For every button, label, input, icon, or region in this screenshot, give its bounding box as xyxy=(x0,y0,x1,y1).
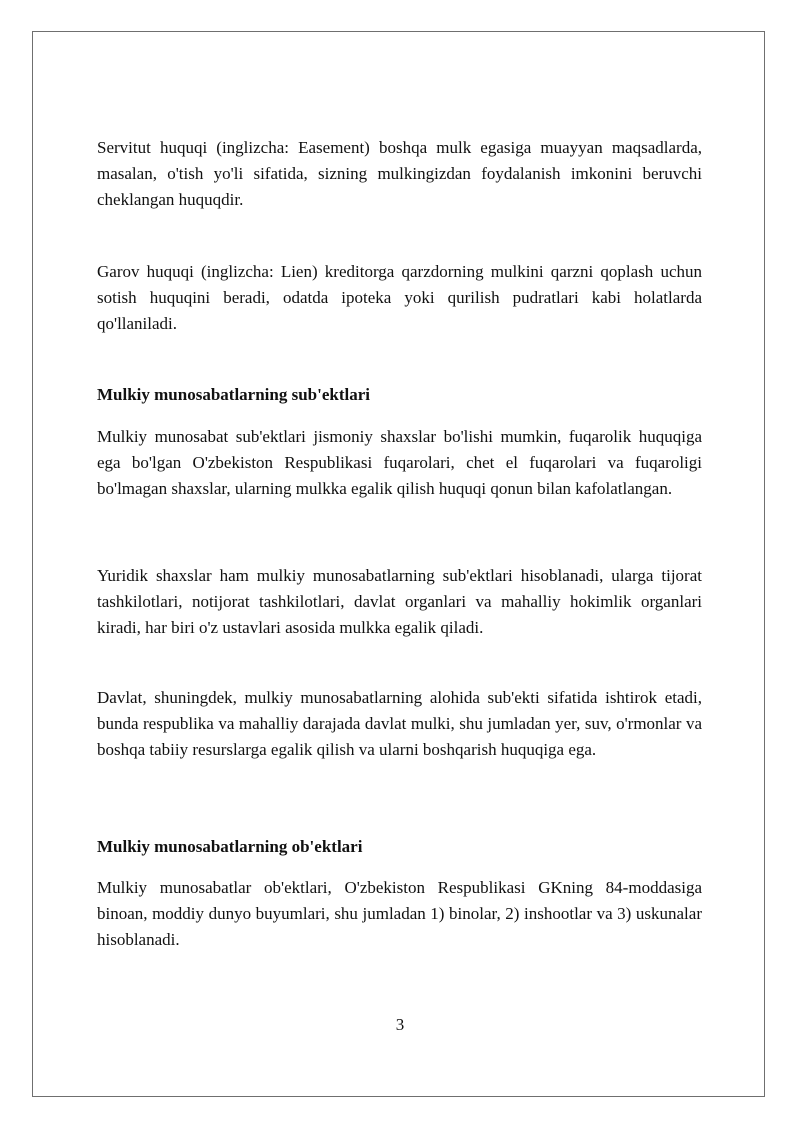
paragraph-garov: Garov huquqi (inglizcha: Lien) kreditorga qarzdorning mulkini qarzni qoplash uchun sotish huquqini beradi, odatda ipoteka yoki qurilish pudratlari kabi holatlarda qo'llaniladi. xyxy=(97,262,702,333)
paragraph-servitut: Servitut huquqi (inglizcha: Easement) boshqa mulk egasiga muayyan maqsadlarda, masalan, o'tish yo'li sifatida, sizning mulkingizdan foydalanish imkonini beruvchi cheklangan huquqdir. xyxy=(97,138,702,209)
page-number: 3 xyxy=(395,1015,405,1034)
paragraph-state: Davlat, shuningdek, mulkiy munosabatlarning alohida sub'ekti sifatida ishtirok etadi, bunda respublika va mahalliy darajada davlat mulki, shu jumladan yer, suv, o'rmonlar va boshqa tabiiy resurslarga egalik qilish va ularni boshqarish huquqiga ega. xyxy=(97,688,702,759)
paragraph-objects: Mulkiy munosabatlar ob'ektlari, O'zbekiston Respublikasi GKning 84-moddasiga binoan, moddiy dunyo buyumlari, shu jumladan 1) binolar, 2) inshootlar va 3) uskunalar hisoblanadi. xyxy=(97,878,702,949)
paragraph-legal-entities: Yuridik shaxslar ham mulkiy munosabatlarning sub'ektlari hisoblanadi, ularga tijorat tashkilotlari, notijorat tashkilotlari, davlat organlari va mahalliy hokimlik organlari kiradi, har biri o'z ustavlari asosida mulkka egalik qiladi. xyxy=(97,566,702,637)
paragraph-individuals: Mulkiy munosabat sub'ektlari jismoniy shaxslar bo'lishi mumkin, fuqarolik huquqiga ega bo'lgan O'zbekiston Respublikasi fuqarolari, chet el fuqarolari va fuqaroligi bo'lmagan shaxslar, ularning mulkka egalik qilish huquqi qonun bilan kafolatlangan. xyxy=(97,427,702,498)
heading-subjects: Mulkiy munosabatlarning sub'ektlari xyxy=(97,385,371,404)
heading-objects: Mulkiy munosabatlarning ob'ektlari xyxy=(97,837,363,856)
